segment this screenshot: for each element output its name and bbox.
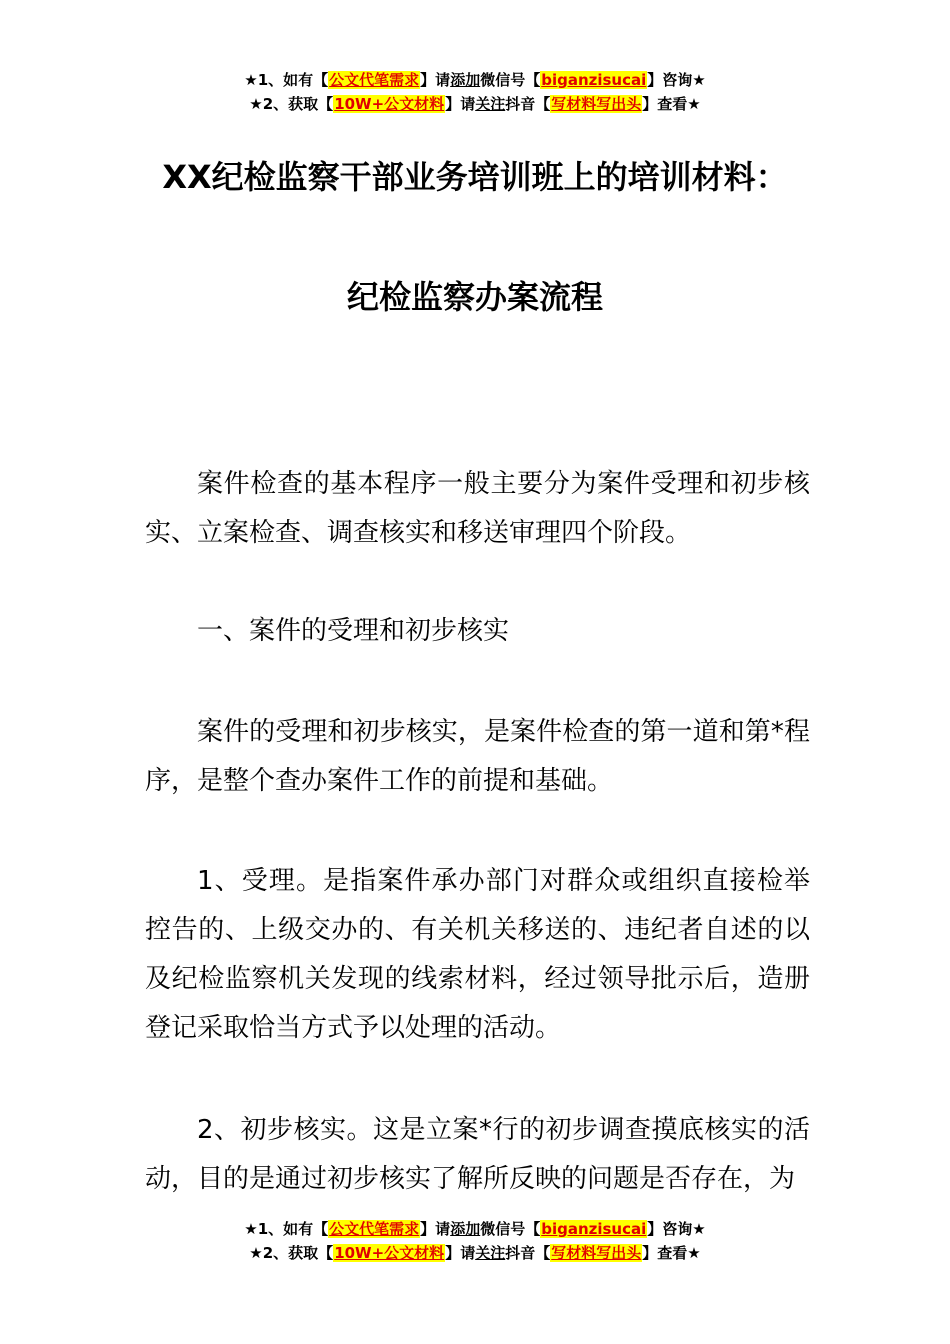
footer-banner xyxy=(0,1217,950,1265)
wechat-id: biganzisucai xyxy=(541,71,647,89)
paragraph: 案件检查的基本程序一般主要分为案件受理和初步核实、立案检查、调查核实和移送审理四个阶段。 xyxy=(145,469,810,548)
banner-highlight: 公文代笔需求 xyxy=(329,71,420,89)
banner-line-2: ★2、获取【10W+公文材料】请关注抖音【写材料写出头】查看★ xyxy=(249,95,701,113)
page-title: XX纪检监察干部业务培训班上的培训材料： xyxy=(162,158,788,196)
banner-line-1: ★1、如有【公文代笔需求】请添加微信号【biganzisucai】咨询★ xyxy=(244,71,706,89)
banner-highlight: 10W+公文材料 xyxy=(334,95,445,113)
paragraph: 1、受理。是指案件承办部门对群众或组织直接检举控告的、上级交办的、有关机关移送的、违纪者自述的以及纪检监察机关发现的线索材料，经过领导批示后，造册登记采取恰当方式予以处理的活动。 xyxy=(145,866,810,1043)
header-banner xyxy=(0,68,950,116)
page-subtitle: 纪检监察办案流程 xyxy=(346,278,603,316)
wechat-id: biganzisucai xyxy=(541,1220,647,1238)
banner-line-2: ★2、获取【10W+公文材料】请关注抖音【写材料写出头】查看★ xyxy=(249,1244,701,1262)
paragraph: 案件的受理和初步核实，是案件检查的第一道和第*程序，是整个查办案件工作的前提和基础。 xyxy=(145,717,810,796)
banner-line-1: ★1、如有【公文代笔需求】请添加微信号【biganzisucai】咨询★ xyxy=(244,1220,706,1238)
douyin-id: 写材料写出头 xyxy=(551,95,642,113)
douyin-id: 写材料写出头 xyxy=(551,1244,642,1262)
paragraph: 2、初步核实。这是立案*行的初步调查摸底核实的活动，目的是通过初步核实了解所反映的问题是否存在，为 xyxy=(145,1115,810,1194)
banner-highlight: 公文代笔需求 xyxy=(329,1220,420,1238)
section-heading: 一、案件的受理和初步核实 xyxy=(197,616,510,646)
banner-highlight: 10W+公文材料 xyxy=(334,1244,445,1262)
